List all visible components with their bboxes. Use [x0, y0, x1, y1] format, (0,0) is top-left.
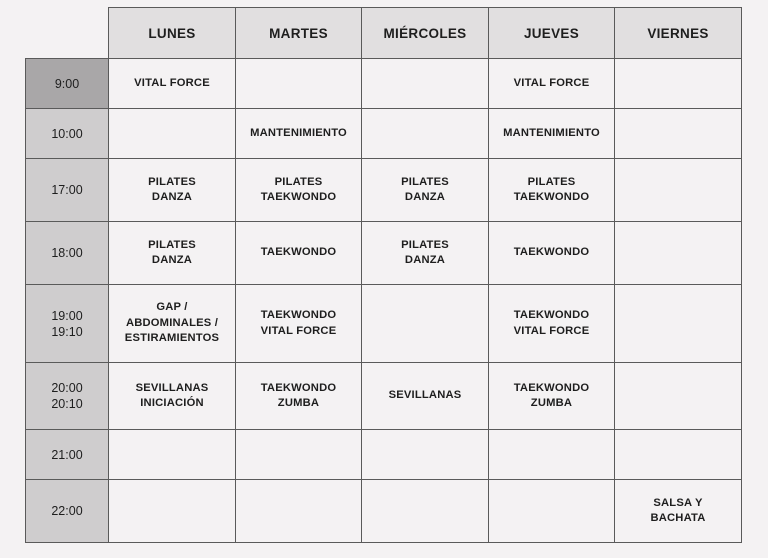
class-name: VITAL FORCE — [513, 76, 590, 89]
class-name: MANTENIMIENTO — [503, 126, 600, 139]
class-name: TAEKWONDO — [513, 381, 590, 394]
day-header-miercoles: MIÉRCOLES — [362, 8, 489, 59]
class-name: PILATES — [274, 175, 323, 188]
day-header-lunes: LUNES — [109, 8, 236, 59]
class-cell-viernes — [615, 363, 742, 430]
class-cell-miercoles — [362, 480, 489, 543]
class-name: TAEKWONDO — [260, 381, 337, 394]
class-name: DANZA — [151, 191, 193, 203]
class-name: INICIACIÓN — [140, 397, 204, 409]
schedule-table — [25, 7, 742, 543]
class-cell-lunes — [109, 109, 236, 159]
class-cell-martes — [236, 109, 362, 159]
class-name: SEVILLANAS — [388, 389, 462, 402]
time-label: 10:00 — [51, 126, 83, 141]
class-cell-martes — [236, 159, 362, 222]
time-cell — [26, 363, 109, 430]
class-cell-jueves — [489, 109, 615, 159]
class-cell-martes — [236, 222, 362, 285]
corner-cell — [26, 8, 109, 59]
class-cell-miercoles — [362, 363, 489, 430]
time-cell — [26, 109, 109, 159]
class-cell-jueves — [489, 222, 615, 285]
class-cell-jueves — [489, 363, 615, 430]
class-cell-viernes — [615, 59, 742, 109]
day-header-martes: MARTES — [236, 8, 362, 59]
class-cell-viernes — [615, 285, 742, 363]
class-name: SEVILLANAS — [135, 381, 209, 394]
class-cell-miercoles — [362, 109, 489, 159]
class-cell-miercoles — [362, 430, 489, 480]
class-cell-viernes — [615, 159, 742, 222]
schedule-row — [26, 430, 742, 480]
class-cell-jueves — [489, 59, 615, 109]
time-cell — [26, 480, 109, 543]
class-cell-martes — [236, 430, 362, 480]
time-cell — [26, 159, 109, 222]
class-cell-viernes — [615, 430, 742, 480]
class-name: ZUMBA — [277, 397, 320, 409]
class-cell-jueves — [489, 480, 615, 543]
class-cell-martes — [236, 363, 362, 430]
class-cell-jueves — [489, 430, 615, 480]
day-header-row — [26, 8, 742, 59]
class-name: PILATES — [527, 175, 576, 188]
class-name: SALSA Y — [653, 496, 703, 509]
class-cell-martes — [236, 59, 362, 109]
schedule-row — [26, 159, 742, 222]
class-cell-lunes — [109, 430, 236, 480]
time-label: 22:00 — [51, 504, 83, 518]
class-name: VITAL FORCE — [134, 76, 210, 89]
time-label: 17:00 — [51, 183, 83, 197]
class-cell-viernes — [615, 480, 742, 543]
time-label: 19:00 — [51, 308, 83, 323]
class-cell-martes — [236, 480, 362, 543]
class-cell-lunes — [109, 159, 236, 222]
class-name: DANZA — [404, 191, 446, 203]
class-cell-miercoles — [362, 159, 489, 222]
class-name: ZUMBA — [530, 397, 573, 409]
schedule-row — [26, 59, 742, 109]
class-cell-jueves — [489, 285, 615, 363]
schedule-body — [26, 59, 742, 543]
class-name: PILATES — [401, 238, 449, 251]
class-cell-lunes — [109, 480, 236, 543]
class-name: DANZA — [151, 254, 193, 266]
class-name: ESTIRAMIENTOS — [124, 332, 220, 345]
class-name: ABDOMINALES / — [125, 316, 219, 329]
day-header-jueves: JUEVES — [489, 8, 615, 59]
time-cell — [26, 59, 109, 109]
class-cell-lunes — [109, 363, 236, 430]
class-name: TAEKWONDO — [513, 309, 590, 321]
class-cell-viernes — [615, 109, 742, 159]
time-label: 21:00 — [51, 447, 83, 462]
class-name: DANZA — [404, 254, 446, 266]
class-cell-miercoles — [362, 285, 489, 363]
time-label: 18:00 — [51, 246, 83, 260]
class-cell-viernes — [615, 222, 742, 285]
time-label: 20:00 — [51, 381, 83, 395]
class-cell-miercoles — [362, 222, 489, 285]
class-cell-lunes — [109, 222, 236, 285]
class-cell-martes — [236, 285, 362, 363]
class-cell-jueves — [489, 159, 615, 222]
time-label: 9:00 — [54, 76, 80, 91]
class-name: PILATES — [148, 175, 196, 188]
class-name: GAP / — [156, 301, 188, 314]
class-name: TAEKWONDO — [513, 191, 590, 203]
day-header-viernes: VIERNES — [615, 8, 742, 59]
class-cell-lunes — [109, 59, 236, 109]
class-name: VITAL FORCE — [513, 324, 590, 337]
class-name: PILATES — [401, 175, 449, 188]
class-name: TAEKWONDO — [260, 191, 337, 203]
class-name: TAEKWONDO — [260, 246, 337, 259]
schedule-row — [26, 222, 742, 285]
class-cell-miercoles — [362, 59, 489, 109]
class-name: TAEKWONDO — [513, 246, 590, 259]
time-cell — [26, 222, 109, 285]
schedule-row — [26, 109, 742, 159]
class-name: BACHATA — [650, 512, 706, 524]
class-cell-lunes — [109, 285, 236, 363]
time-label: 20:10 — [51, 397, 83, 411]
class-name: VITAL FORCE — [260, 324, 337, 337]
time-label: 19:10 — [51, 324, 83, 339]
time-cell — [26, 430, 109, 480]
schedule-row — [26, 480, 742, 543]
schedule-row — [26, 363, 742, 430]
class-name: PILATES — [148, 238, 196, 251]
class-name: TAEKWONDO — [260, 309, 337, 321]
schedule-row — [26, 285, 742, 363]
time-cell — [26, 285, 109, 363]
class-name: MANTENIMIENTO — [250, 126, 347, 139]
